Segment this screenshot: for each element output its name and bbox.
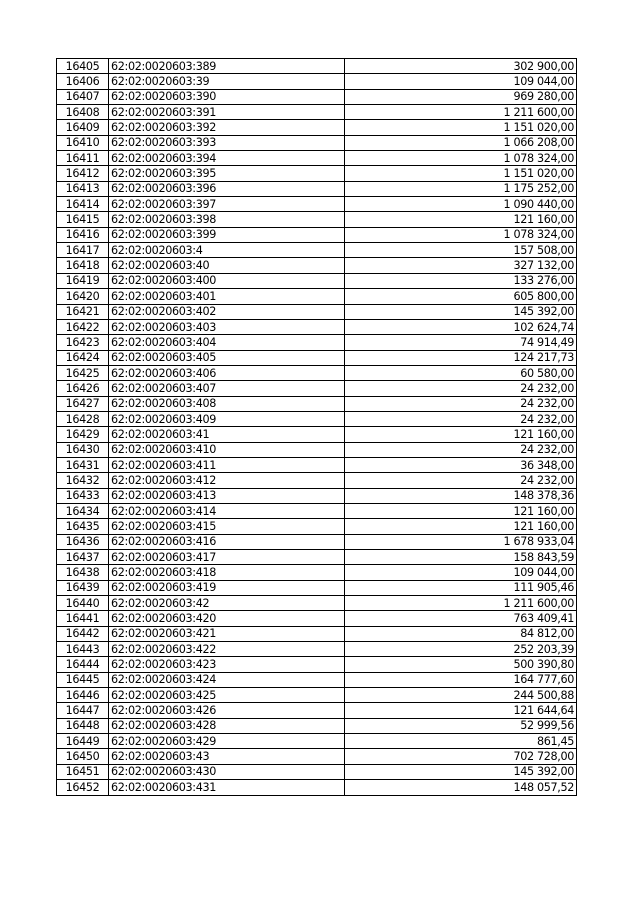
cadastral-number-cell: 62:02:0020603:430: [109, 764, 345, 779]
row-number-cell: 16447: [57, 703, 109, 718]
table-row: [57, 319, 577, 334]
cadastral-number-cell: 62:02:0020603:407: [109, 381, 345, 396]
cadastral-value-cell: 158 843,59: [345, 550, 577, 565]
cadastral-number-cell: 62:02:0020603:392: [109, 120, 345, 135]
row-number-cell: 16452: [57, 780, 109, 795]
table-row: [57, 672, 577, 687]
row-number-cell: 16436: [57, 534, 109, 549]
row-number-cell: 16409: [57, 120, 109, 135]
row-number-cell: 16440: [57, 596, 109, 611]
table-row: [57, 580, 577, 595]
table-body: [57, 59, 577, 796]
cadastral-number-cell: 62:02:0020603:413: [109, 488, 345, 503]
cadastral-value-cell: 121 160,00: [345, 503, 577, 518]
cadastral-number-cell: 62:02:0020603:393: [109, 135, 345, 150]
cadastral-value-cell: 1 078 324,00: [345, 151, 577, 166]
table-row: [57, 519, 577, 534]
cadastral-value-cell: 1 066 208,00: [345, 135, 577, 150]
table-row: [57, 488, 577, 503]
cadastral-value-cell: 102 624,74: [345, 319, 577, 334]
cadastral-number-cell: 62:02:0020603:401: [109, 289, 345, 304]
row-number-cell: 16413: [57, 181, 109, 196]
cadastral-number-cell: 62:02:0020603:402: [109, 304, 345, 319]
table-row: [57, 396, 577, 411]
cadastral-number-cell: 62:02:0020603:415: [109, 519, 345, 534]
table-row: [57, 457, 577, 472]
cadastral-value-cell: 124 217,73: [345, 350, 577, 365]
cadastral-number-cell: 62:02:0020603:410: [109, 442, 345, 457]
cadastral-value-cell: 605 800,00: [345, 289, 577, 304]
cadastral-number-cell: 62:02:0020603:400: [109, 273, 345, 288]
table-row: [57, 596, 577, 611]
row-number-cell: 16441: [57, 611, 109, 626]
cadastral-value-cell: 24 232,00: [345, 442, 577, 457]
table-row: [57, 381, 577, 396]
cadastral-value-cell: 327 132,00: [345, 258, 577, 273]
table-row: [57, 764, 577, 779]
cadastral-number-cell: 62:02:0020603:417: [109, 550, 345, 565]
row-number-cell: 16426: [57, 381, 109, 396]
cadastral-number-cell: 62:02:0020603:396: [109, 181, 345, 196]
cadastral-value-cell: 109 044,00: [345, 565, 577, 580]
row-number-cell: 16414: [57, 197, 109, 212]
row-number-cell: 16421: [57, 304, 109, 319]
row-number-cell: 16419: [57, 273, 109, 288]
cadastral-value-cell: 148 057,52: [345, 780, 577, 795]
table-row: [57, 197, 577, 212]
row-number-cell: 16415: [57, 212, 109, 227]
row-number-cell: 16406: [57, 74, 109, 89]
table-row: [57, 105, 577, 120]
cadastral-number-cell: 62:02:0020603:394: [109, 151, 345, 166]
row-number-cell: 16437: [57, 550, 109, 565]
row-number-cell: 16410: [57, 135, 109, 150]
cadastral-value-cell: 763 409,41: [345, 611, 577, 626]
row-number-cell: 16424: [57, 350, 109, 365]
row-number-cell: 16407: [57, 89, 109, 104]
cadastral-value-cell: 36 348,00: [345, 457, 577, 472]
row-number-cell: 16444: [57, 657, 109, 672]
table-row: [57, 626, 577, 641]
table-row: [57, 258, 577, 273]
cadastral-number-cell: 62:02:0020603:40: [109, 258, 345, 273]
table-row: [57, 89, 577, 104]
table-row: [57, 166, 577, 181]
table-row: [57, 135, 577, 150]
cadastral-value-cell: 24 232,00: [345, 473, 577, 488]
cadastral-number-cell: 62:02:0020603:408: [109, 396, 345, 411]
row-number-cell: 16434: [57, 503, 109, 518]
row-number-cell: 16438: [57, 565, 109, 580]
cadastral-value-cell: 109 044,00: [345, 74, 577, 89]
cadastral-number-cell: 62:02:0020603:425: [109, 688, 345, 703]
cadastral-value-cell: 1 090 440,00: [345, 197, 577, 212]
cadastral-number-cell: 62:02:0020603:391: [109, 105, 345, 120]
cadastral-value-cell: 74 914,49: [345, 335, 577, 350]
table-row: [57, 534, 577, 549]
cadastral-number-cell: 62:02:0020603:405: [109, 350, 345, 365]
table-row: [57, 657, 577, 672]
table-row: [57, 550, 577, 565]
row-number-cell: 16422: [57, 319, 109, 334]
cadastral-number-cell: 62:02:0020603:389: [109, 59, 345, 74]
cadastral-value-cell: 702 728,00: [345, 749, 577, 764]
row-number-cell: 16432: [57, 473, 109, 488]
row-number-cell: 16411: [57, 151, 109, 166]
table-row: [57, 473, 577, 488]
cadastral-value-cell: 60 580,00: [345, 365, 577, 380]
cadastral-value-cell: 1 151 020,00: [345, 166, 577, 181]
table-row: [57, 74, 577, 89]
table-row: [57, 611, 577, 626]
cadastral-number-cell: 62:02:0020603:398: [109, 212, 345, 227]
cadastral-value-cell: 121 160,00: [345, 427, 577, 442]
cadastral-value-cell: 1 175 252,00: [345, 181, 577, 196]
cadastral-value-cell: 145 392,00: [345, 304, 577, 319]
cadastral-value-cell: 1 678 933,04: [345, 534, 577, 549]
cadastral-value-cell: 52 999,56: [345, 718, 577, 733]
row-number-cell: 16429: [57, 427, 109, 442]
table-row: [57, 688, 577, 703]
table-row: [57, 411, 577, 426]
cadastral-value-cell: 121 160,00: [345, 519, 577, 534]
table-row: [57, 780, 577, 795]
row-number-cell: 16408: [57, 105, 109, 120]
cadastral-number-cell: 62:02:0020603:424: [109, 672, 345, 687]
table-row: [57, 151, 577, 166]
row-number-cell: 16450: [57, 749, 109, 764]
table-row: [57, 289, 577, 304]
cadastral-value-cell: 164 777,60: [345, 672, 577, 687]
cadastral-number-cell: 62:02:0020603:416: [109, 534, 345, 549]
cadastral-value-cell: 121 160,00: [345, 212, 577, 227]
table-row: [57, 304, 577, 319]
cadastral-value-cell: 861,45: [345, 734, 577, 749]
cadastral-number-cell: 62:02:0020603:411: [109, 457, 345, 472]
cadastral-number-cell: 62:02:0020603:422: [109, 642, 345, 657]
row-number-cell: 16439: [57, 580, 109, 595]
cadastral-number-cell: 62:02:0020603:419: [109, 580, 345, 595]
cadastral-value-cell: 500 390,80: [345, 657, 577, 672]
cadastral-number-cell: 62:02:0020603:4: [109, 243, 345, 258]
table-row: [57, 734, 577, 749]
cadastral-value-cell: 1 211 600,00: [345, 105, 577, 120]
row-number-cell: 16405: [57, 59, 109, 74]
cadastral-value-cell: 157 508,00: [345, 243, 577, 258]
cadastral-value-cell: 244 500,88: [345, 688, 577, 703]
cadastral-number-cell: 62:02:0020603:409: [109, 411, 345, 426]
cadastral-value-cell: 121 644,64: [345, 703, 577, 718]
row-number-cell: 16412: [57, 166, 109, 181]
cadastral-value-cell: 24 232,00: [345, 411, 577, 426]
cadastral-number-cell: 62:02:0020603:43: [109, 749, 345, 764]
cadastral-number-cell: 62:02:0020603:390: [109, 89, 345, 104]
table-row: [57, 335, 577, 350]
row-number-cell: 16431: [57, 457, 109, 472]
table-row: [57, 273, 577, 288]
table-row: [57, 181, 577, 196]
table-row: [57, 503, 577, 518]
cadastral-value-table: [56, 58, 577, 796]
cadastral-value-cell: 252 203,39: [345, 642, 577, 657]
cadastral-value-cell: 84 812,00: [345, 626, 577, 641]
table-row: [57, 227, 577, 242]
cadastral-number-cell: 62:02:0020603:414: [109, 503, 345, 518]
row-number-cell: 16428: [57, 411, 109, 426]
cadastral-value-cell: 133 276,00: [345, 273, 577, 288]
cadastral-value-cell: 1 211 600,00: [345, 596, 577, 611]
cadastral-number-cell: 62:02:0020603:42: [109, 596, 345, 611]
cadastral-value-cell: 145 392,00: [345, 764, 577, 779]
table-row: [57, 427, 577, 442]
cadastral-value-cell: 148 378,36: [345, 488, 577, 503]
row-number-cell: 16445: [57, 672, 109, 687]
cadastral-value-cell: 111 905,46: [345, 580, 577, 595]
row-number-cell: 16435: [57, 519, 109, 534]
cadastral-number-cell: 62:02:0020603:403: [109, 319, 345, 334]
row-number-cell: 16417: [57, 243, 109, 258]
cadastral-value-cell: 24 232,00: [345, 381, 577, 396]
row-number-cell: 16423: [57, 335, 109, 350]
row-number-cell: 16442: [57, 626, 109, 641]
cadastral-number-cell: 62:02:0020603:431: [109, 780, 345, 795]
table-row: [57, 120, 577, 135]
cadastral-number-cell: 62:02:0020603:395: [109, 166, 345, 181]
cadastral-number-cell: 62:02:0020603:428: [109, 718, 345, 733]
table-row: [57, 565, 577, 580]
row-number-cell: 16425: [57, 365, 109, 380]
cadastral-number-cell: 62:02:0020603:429: [109, 734, 345, 749]
cadastral-value-cell: 969 280,00: [345, 89, 577, 104]
cadastral-number-cell: 62:02:0020603:418: [109, 565, 345, 580]
cadastral-number-cell: 62:02:0020603:39: [109, 74, 345, 89]
cadastral-number-cell: 62:02:0020603:423: [109, 657, 345, 672]
row-number-cell: 16427: [57, 396, 109, 411]
row-number-cell: 16448: [57, 718, 109, 733]
cadastral-number-cell: 62:02:0020603:397: [109, 197, 345, 212]
table-row: [57, 350, 577, 365]
table-row: [57, 703, 577, 718]
table-row: [57, 642, 577, 657]
cadastral-value-cell: 1 151 020,00: [345, 120, 577, 135]
cadastral-value-cell: 1 078 324,00: [345, 227, 577, 242]
table-row: [57, 749, 577, 764]
row-number-cell: 16446: [57, 688, 109, 703]
row-number-cell: 16416: [57, 227, 109, 242]
row-number-cell: 16418: [57, 258, 109, 273]
row-number-cell: 16449: [57, 734, 109, 749]
cadastral-number-cell: 62:02:0020603:406: [109, 365, 345, 380]
table-row: [57, 442, 577, 457]
cadastral-number-cell: 62:02:0020603:404: [109, 335, 345, 350]
cadastral-value-cell: 24 232,00: [345, 396, 577, 411]
row-number-cell: 16430: [57, 442, 109, 457]
row-number-cell: 16451: [57, 764, 109, 779]
table-row: [57, 718, 577, 733]
cadastral-value-cell: 302 900,00: [345, 59, 577, 74]
table-row: [57, 59, 577, 74]
table-row: [57, 212, 577, 227]
table-row: [57, 365, 577, 380]
cadastral-number-cell: 62:02:0020603:412: [109, 473, 345, 488]
row-number-cell: 16420: [57, 289, 109, 304]
row-number-cell: 16443: [57, 642, 109, 657]
table-row: [57, 243, 577, 258]
cadastral-number-cell: 62:02:0020603:421: [109, 626, 345, 641]
row-number-cell: 16433: [57, 488, 109, 503]
cadastral-number-cell: 62:02:0020603:399: [109, 227, 345, 242]
cadastral-number-cell: 62:02:0020603:41: [109, 427, 345, 442]
cadastral-number-cell: 62:02:0020603:420: [109, 611, 345, 626]
cadastral-number-cell: 62:02:0020603:426: [109, 703, 345, 718]
document-page: [56, 58, 576, 796]
